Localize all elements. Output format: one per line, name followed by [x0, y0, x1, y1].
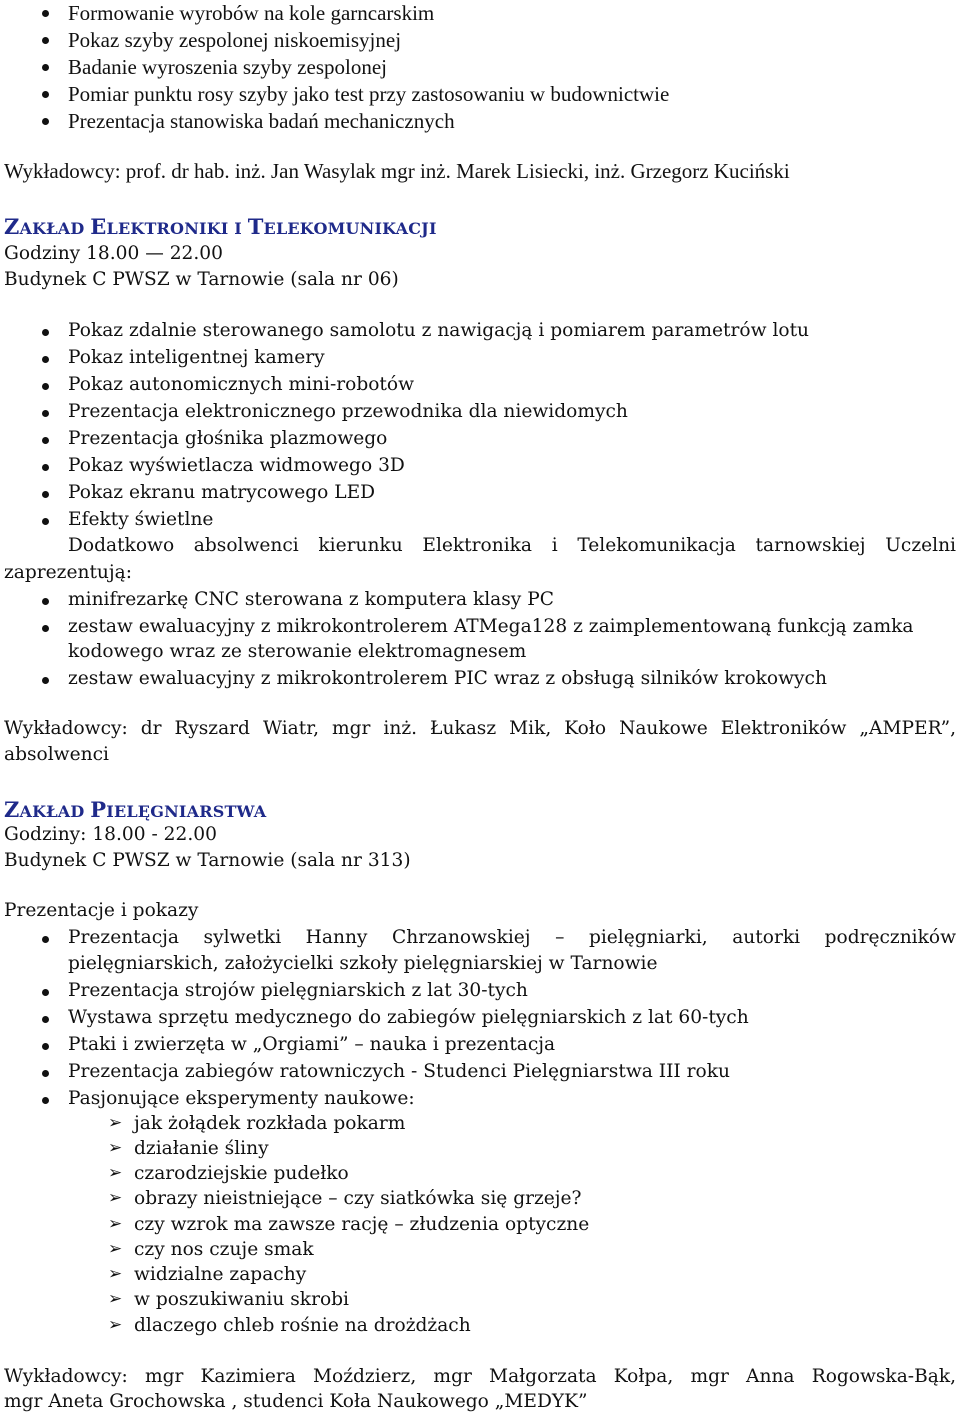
bullet-icon	[42, 677, 49, 684]
bullet-icon	[42, 356, 49, 363]
arrow-icon: ➢	[108, 1214, 123, 1234]
list-item: Efekty świetlne	[68, 509, 213, 530]
bullet-icon	[42, 464, 49, 471]
list-item: Pokaz szyby zespolonej niskoemisyjnej	[68, 27, 401, 54]
bullet-icon	[42, 10, 49, 17]
bullet-icon	[42, 598, 49, 605]
electronics-building: Budynek C PWSZ w Tarnowie (sala nr 06)	[4, 269, 399, 290]
bullet-icon	[42, 1097, 49, 1104]
list-item: Prezentacja elektronicznego przewodnika dla niewidomych	[68, 401, 628, 422]
nursing-lecturers-line2: mgr Aneta Grochowska , studenci Koła Naukowego „MEDYK”	[4, 1391, 588, 1412]
list-item: Wystawa sprzętu medycznego do zabiegów pielęgniarskich z lat 60-tych	[68, 1007, 749, 1028]
list-item: Badanie wyroszenia szyby zespolonej	[68, 54, 387, 81]
arrow-icon: ➢	[108, 1188, 123, 1208]
sub-list-item: ➢ w poszukiwaniu skrobi	[108, 1289, 349, 1310]
bullet-icon	[42, 1070, 49, 1077]
list-item: Pokaz autonomicznych mini-robotów	[68, 374, 414, 395]
electronics-extra-line2: zaprezentują:	[4, 562, 133, 583]
electronics-extra-line1: Dodatkowo absolwenci kierunku Elektronika i Telekomunikacja tarnowskiej Uczelni	[68, 535, 956, 556]
list-item: Prezentacja stanowiska badań mechanicznych	[68, 108, 455, 135]
list-item: Prezentacja strojów pielęgniarskich z lat 30-tych	[68, 980, 528, 1001]
nursing-building: Budynek C PWSZ w Tarnowie (sala nr 313)	[4, 850, 411, 871]
list-item-continuation: kodowego wraz ze sterowanie elektromagnesem	[68, 641, 527, 662]
list-item: Prezentacja sylwetki Hanny Chrzanowskiej – pielęgniarki, autorki podręczników	[68, 927, 956, 948]
sub-list-item: ➢ czarodziejskie pudełko	[108, 1163, 349, 1184]
sub-list-item: ➢ czy nos czuje smak	[108, 1239, 314, 1260]
list-item: Pokaz ekranu matrycowego LED	[68, 482, 375, 503]
arrow-icon: ➢	[108, 1289, 123, 1309]
electronics-lecturers-line1: Wykładowcy: dr Ryszard Wiatr, mgr inż. Łukasz Mik, Koło Naukowe Elektroników „AMPER”,	[4, 718, 956, 739]
sub-list-item: ➢ dlaczego chleb rośnie na drożdżach	[108, 1315, 471, 1336]
list-item: Prezentacja zabiegów ratowniczych - Studenci Pielęgniarstwa III roku	[68, 1061, 730, 1082]
list-item: Ptaki i zwierzęta w „Orgiami” – nauka i prezentacja	[68, 1034, 555, 1055]
bullet-icon	[42, 410, 49, 417]
sub-list-item: ➢ obrazy nieistniejące – czy siatkówka się grzeje?	[108, 1188, 582, 1209]
nursing-hours: Godziny: 18.00 - 22.00	[4, 824, 217, 845]
list-item: zestaw ewaluacyjny z mikrokontrolerem ATMega128 z zaimplementowaną funkcją zamka	[68, 616, 913, 637]
bullet-icon	[42, 91, 49, 98]
list-item-continuation: pielęgniarskich, założycielki szkoły pielęgniarskiej w Tarnowie	[68, 953, 658, 974]
bullet-icon	[42, 936, 49, 943]
nursing-heading: ZAKŁAD PIELĘGNIARSTWA	[4, 797, 267, 822]
bullet-icon	[42, 989, 49, 996]
bullet-icon	[42, 1043, 49, 1050]
arrow-icon: ➢	[108, 1113, 123, 1133]
ceramics-lecturers: Wykładowcy: prof. dr hab. inż. Jan Wasylak mgr inż. Marek Lisiecki, inż. Grzegorz Kuciński	[4, 159, 790, 183]
list-item: Pokaz inteligentnej kamery	[68, 347, 325, 368]
bullet-icon	[42, 64, 49, 71]
bullet-icon	[42, 383, 49, 390]
arrow-icon: ➢	[108, 1315, 123, 1335]
electronics-heading: ZAKŁAD ELEKTRONIKI I TELEKOMUNIKACJI	[4, 214, 437, 239]
arrow-icon: ➢	[108, 1138, 123, 1158]
sub-list-item: ➢ działanie śliny	[108, 1138, 269, 1159]
sub-list-item: ➢ jak żołądek rozkłada pokarm	[108, 1113, 406, 1134]
bullet-icon	[42, 518, 49, 525]
bullet-icon	[42, 118, 49, 125]
list-item: Pomiar punktu rosy szyby jako test przy zastosowaniu w budownictwie	[68, 81, 669, 108]
list-item: Pokaz zdalnie sterowanego samolotu z nawigacją i pomiarem parametrów lotu	[68, 320, 809, 341]
bullet-icon	[42, 491, 49, 498]
arrow-icon: ➢	[108, 1163, 123, 1183]
bullet-icon	[42, 329, 49, 336]
arrow-icon: ➢	[108, 1239, 123, 1259]
electronics-lecturers-line2: absolwenci	[4, 744, 109, 765]
bullet-icon	[42, 437, 49, 444]
list-item: minifrezarkę CNC sterowana z komputera klasy PC	[68, 589, 554, 610]
list-item: zestaw ewaluacyjny z mikrokontrolerem PIC wraz z obsługą silników krokowych	[68, 668, 827, 689]
bullet-icon	[42, 1016, 49, 1023]
list-item: Formowanie wyrobów na kole garncarskim	[68, 0, 434, 27]
list-item: Pokaz wyświetlacza widmowego 3D	[68, 455, 405, 476]
nursing-intro: Prezentacje i pokazy	[4, 900, 199, 921]
bullet-icon	[42, 625, 49, 632]
nursing-lecturers-line1: Wykładowcy: mgr Kazimiera Moździerz, mgr Małgorzata Kołpa, mgr Anna Rogowska-Bąk,	[4, 1366, 956, 1387]
sub-list-item: ➢ czy wzrok ma zawsze rację – złudzenia optyczne	[108, 1214, 590, 1235]
list-item: Pasjonujące eksperymenty naukowe:	[68, 1088, 415, 1109]
sub-list-item: ➢ widzialne zapachy	[108, 1264, 307, 1285]
arrow-icon: ➢	[108, 1264, 123, 1284]
electronics-hours: Godziny 18.00 — 22.00	[4, 243, 223, 264]
bullet-icon	[42, 37, 49, 44]
list-item: Prezentacja głośnika plazmowego	[68, 428, 387, 449]
